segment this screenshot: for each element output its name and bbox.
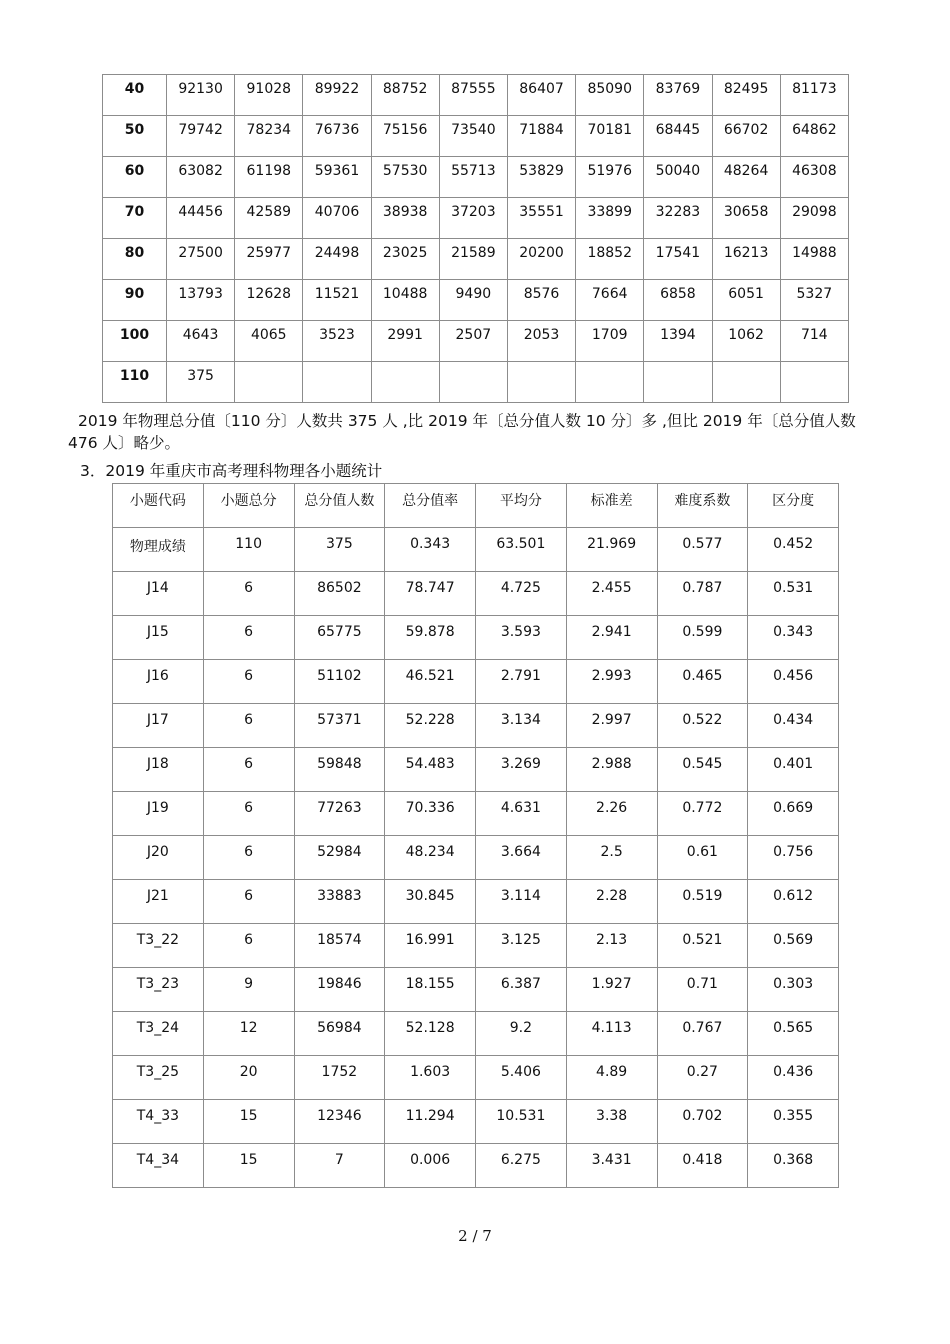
table-cell: 0.767	[657, 1012, 748, 1056]
table-cell: 16.991	[385, 924, 476, 968]
column-header: 难度系数	[657, 484, 748, 528]
table-cell: 57530	[371, 157, 439, 198]
table-cell: 70.336	[385, 792, 476, 836]
table-cell: 65775	[294, 616, 385, 660]
table-row	[113, 792, 839, 836]
table-cell: 3.134	[476, 704, 567, 748]
table-cell: 4065	[235, 321, 303, 362]
table-cell: 0.303	[748, 968, 839, 1012]
table-cell: T3_25	[113, 1056, 204, 1100]
table-cell: 19846	[294, 968, 385, 1012]
table-cell: 6	[203, 660, 294, 704]
table-cell: 0.612	[748, 880, 839, 924]
table-row	[113, 924, 839, 968]
table-cell: 13793	[167, 280, 235, 321]
table-cell: 51976	[576, 157, 644, 198]
table-cell: 59848	[294, 748, 385, 792]
table-cell: 7	[294, 1144, 385, 1188]
table-cell: 6	[203, 836, 294, 880]
column-header: 总分值率	[385, 484, 476, 528]
table-cell: T3_22	[113, 924, 204, 968]
table-cell: 物理成绩	[113, 528, 204, 572]
table-cell: 6	[203, 880, 294, 924]
table-cell: T3_23	[113, 968, 204, 1012]
table-cell: 9	[203, 968, 294, 1012]
table-row	[113, 968, 839, 1012]
table-cell: J16	[113, 660, 204, 704]
table-cell: 30658	[712, 198, 780, 239]
table-cell: 2.28	[566, 880, 657, 924]
table-row	[113, 880, 839, 924]
table-cell: 4.725	[476, 572, 567, 616]
item-statistics-table	[112, 483, 839, 1188]
table-cell: 89922	[303, 75, 371, 116]
table-cell: 15	[203, 1100, 294, 1144]
table-row	[103, 321, 849, 362]
table-cell	[712, 362, 780, 403]
table-cell: 0.531	[748, 572, 839, 616]
table-cell: 33883	[294, 880, 385, 924]
table-cell: 86407	[507, 75, 575, 116]
table-cell: 78.747	[385, 572, 476, 616]
table-cell: 10488	[371, 280, 439, 321]
table-cell: 44456	[167, 198, 235, 239]
table-cell: 12628	[235, 280, 303, 321]
table-cell: 15	[203, 1144, 294, 1188]
table-cell: 18.155	[385, 968, 476, 1012]
table-cell: 29098	[780, 198, 848, 239]
row-label: 100	[103, 321, 167, 362]
table-row	[113, 660, 839, 704]
table-cell: 17541	[644, 239, 712, 280]
table-cell: 1752	[294, 1056, 385, 1100]
table-cell: 0.702	[657, 1100, 748, 1144]
table-cell	[576, 362, 644, 403]
table-cell: J21	[113, 880, 204, 924]
table-row	[103, 362, 849, 403]
table-cell: 5.406	[476, 1056, 567, 1100]
table-cell: 2.997	[566, 704, 657, 748]
table-cell: 91028	[235, 75, 303, 116]
table-cell: 0.343	[385, 528, 476, 572]
table-cell: 714	[780, 321, 848, 362]
table-cell: 2.791	[476, 660, 567, 704]
column-header: 标准差	[566, 484, 657, 528]
row-label: 70	[103, 198, 167, 239]
table-cell	[235, 362, 303, 403]
table-row	[103, 75, 849, 116]
table-cell: 3.269	[476, 748, 567, 792]
column-header: 区分度	[748, 484, 839, 528]
table-cell: 6	[203, 572, 294, 616]
table-row	[113, 572, 839, 616]
table-cell: 82495	[712, 75, 780, 116]
section-title: 3．2019 年重庆市高考理科物理各小题统计	[80, 462, 383, 480]
table-cell: 0.61	[657, 836, 748, 880]
table-cell: 0.368	[748, 1144, 839, 1188]
table-cell: 85090	[576, 75, 644, 116]
table-row	[113, 748, 839, 792]
row-label: 80	[103, 239, 167, 280]
table-cell: 61198	[235, 157, 303, 198]
table-cell: 25977	[235, 239, 303, 280]
table-cell: 0.577	[657, 528, 748, 572]
table-cell: 54.483	[385, 748, 476, 792]
column-header: 平均分	[476, 484, 567, 528]
table-cell: 52.128	[385, 1012, 476, 1056]
table-cell: 0.465	[657, 660, 748, 704]
table-cell: 24498	[303, 239, 371, 280]
table-cell: 0.599	[657, 616, 748, 660]
table-cell: T3_24	[113, 1012, 204, 1056]
table-row	[113, 1012, 839, 1056]
table-cell: 33899	[576, 198, 644, 239]
table-cell: 0.565	[748, 1012, 839, 1056]
table-cell: 2.26	[566, 792, 657, 836]
table-cell: 32283	[644, 198, 712, 239]
table-cell: 375	[167, 362, 235, 403]
table-cell: 2991	[371, 321, 439, 362]
table-cell: 83769	[644, 75, 712, 116]
table-cell: 21589	[439, 239, 507, 280]
table-cell: 0.436	[748, 1056, 839, 1100]
table-cell: 0.519	[657, 880, 748, 924]
table-cell: 18852	[576, 239, 644, 280]
table-cell	[371, 362, 439, 403]
table-cell	[303, 362, 371, 403]
table-cell: 63.501	[476, 528, 567, 572]
table-cell: J18	[113, 748, 204, 792]
table-cell: 1.927	[566, 968, 657, 1012]
table-cell: 3.664	[476, 836, 567, 880]
table-cell: 11521	[303, 280, 371, 321]
table-cell: 48.234	[385, 836, 476, 880]
table-cell: 14988	[780, 239, 848, 280]
table-row	[113, 616, 839, 660]
table-cell: 7664	[576, 280, 644, 321]
row-label: 90	[103, 280, 167, 321]
table-row	[103, 157, 849, 198]
table-cell: 0.418	[657, 1144, 748, 1188]
table-cell: 11.294	[385, 1100, 476, 1144]
table-cell: 35551	[507, 198, 575, 239]
table-cell: 71884	[507, 116, 575, 157]
table-cell: 6858	[644, 280, 712, 321]
table-cell: 0.522	[657, 704, 748, 748]
table-cell: 4643	[167, 321, 235, 362]
table-cell: 0.343	[748, 616, 839, 660]
table-cell: 375	[294, 528, 385, 572]
row-label: 110	[103, 362, 167, 403]
table-cell: 2507	[439, 321, 507, 362]
table-cell	[644, 362, 712, 403]
table-cell: 2.993	[566, 660, 657, 704]
table-row	[113, 1056, 839, 1100]
table-cell: T4_33	[113, 1100, 204, 1144]
table-cell: 79742	[167, 116, 235, 157]
table-cell: 3.593	[476, 616, 567, 660]
table-cell: 46.521	[385, 660, 476, 704]
table-cell: J14	[113, 572, 204, 616]
table-cell: 2053	[507, 321, 575, 362]
table-cell: 110	[203, 528, 294, 572]
table-cell: 3.114	[476, 880, 567, 924]
table-cell: 88752	[371, 75, 439, 116]
table-cell: 78234	[235, 116, 303, 157]
table-cell: J17	[113, 704, 204, 748]
table-row	[113, 1144, 839, 1188]
table-cell: T4_34	[113, 1144, 204, 1188]
table-cell: 55713	[439, 157, 507, 198]
table-cell: J19	[113, 792, 204, 836]
table-cell: 52.228	[385, 704, 476, 748]
column-header: 小题总分	[203, 484, 294, 528]
table-cell: 8576	[507, 280, 575, 321]
table-cell: 70181	[576, 116, 644, 157]
table-cell: 37203	[439, 198, 507, 239]
table-cell: 66702	[712, 116, 780, 157]
table-cell: 3.431	[566, 1144, 657, 1188]
table-row	[103, 239, 849, 280]
table-cell: 86502	[294, 572, 385, 616]
table-cell: 12346	[294, 1100, 385, 1144]
table-cell: 0.756	[748, 836, 839, 880]
table-cell: 48264	[712, 157, 780, 198]
table-cell: J15	[113, 616, 204, 660]
table-cell: 0.569	[748, 924, 839, 968]
table-cell: 50040	[644, 157, 712, 198]
table-row	[103, 198, 849, 239]
table-cell: 57371	[294, 704, 385, 748]
table-row	[113, 528, 839, 572]
table-cell: 87555	[439, 75, 507, 116]
table-cell: 40706	[303, 198, 371, 239]
table-cell: 73540	[439, 116, 507, 157]
table-cell: 42589	[235, 198, 303, 239]
table-row	[113, 704, 839, 748]
table-cell: 1394	[644, 321, 712, 362]
table-row	[113, 836, 839, 880]
row-label: 60	[103, 157, 167, 198]
table-cell: 51102	[294, 660, 385, 704]
table-cell: 0.27	[657, 1056, 748, 1100]
table-cell: 6.387	[476, 968, 567, 1012]
table-cell: 52984	[294, 836, 385, 880]
table-cell: 5327	[780, 280, 848, 321]
column-header: 小题代码	[113, 484, 204, 528]
table-cell: 9.2	[476, 1012, 567, 1056]
table-cell: J20	[113, 836, 204, 880]
table-cell: 20	[203, 1056, 294, 1100]
table-cell: 76736	[303, 116, 371, 157]
table-cell: 81173	[780, 75, 848, 116]
table-cell: 6.275	[476, 1144, 567, 1188]
row-label: 50	[103, 116, 167, 157]
table-cell: 10.531	[476, 1100, 567, 1144]
table-cell: 64862	[780, 116, 848, 157]
table-cell: 0.772	[657, 792, 748, 836]
table-cell: 46308	[780, 157, 848, 198]
table-cell: 4.631	[476, 792, 567, 836]
table-cell: 0.71	[657, 968, 748, 1012]
table-cell: 2.988	[566, 748, 657, 792]
table-cell: 56984	[294, 1012, 385, 1056]
table-cell: 18574	[294, 924, 385, 968]
table-cell: 2.13	[566, 924, 657, 968]
table-cell: 30.845	[385, 880, 476, 924]
table-cell: 21.969	[566, 528, 657, 572]
table-cell: 0.006	[385, 1144, 476, 1188]
table-cell: 6	[203, 704, 294, 748]
table-cell: 1.603	[385, 1056, 476, 1100]
table-cell: 4.113	[566, 1012, 657, 1056]
table-cell: 0.521	[657, 924, 748, 968]
table-cell: 0.355	[748, 1100, 839, 1144]
table-cell: 20200	[507, 239, 575, 280]
page-number: 2 / 7	[458, 1227, 492, 1245]
table-cell: 1062	[712, 321, 780, 362]
table-cell: 0.456	[748, 660, 839, 704]
table-cell: 12	[203, 1012, 294, 1056]
table-cell: 6051	[712, 280, 780, 321]
table-cell: 0.434	[748, 704, 839, 748]
column-header: 总分值人数	[294, 484, 385, 528]
table-row	[103, 116, 849, 157]
table-cell: 3523	[303, 321, 371, 362]
table-cell: 6	[203, 748, 294, 792]
table-cell: 6	[203, 792, 294, 836]
table-cell: 6	[203, 616, 294, 660]
table-cell: 77263	[294, 792, 385, 836]
table-cell	[507, 362, 575, 403]
table-cell: 2.5	[566, 836, 657, 880]
table-cell: 23025	[371, 239, 439, 280]
table-cell	[439, 362, 507, 403]
table-cell	[780, 362, 848, 403]
table-cell: 4.89	[566, 1056, 657, 1100]
table-cell: 0.452	[748, 528, 839, 572]
table-cell: 75156	[371, 116, 439, 157]
table-cell: 3.38	[566, 1100, 657, 1144]
table-cell: 16213	[712, 239, 780, 280]
table-cell: 3.125	[476, 924, 567, 968]
table-cell: 53829	[507, 157, 575, 198]
item-statistics-body	[113, 484, 839, 1188]
table-cell: 2.941	[566, 616, 657, 660]
table-cell: 6	[203, 924, 294, 968]
row-label: 40	[103, 75, 167, 116]
table-cell: 0.401	[748, 748, 839, 792]
table-cell: 59.878	[385, 616, 476, 660]
table-cell: 63082	[167, 157, 235, 198]
table-cell: 0.669	[748, 792, 839, 836]
table-cell: 38938	[371, 198, 439, 239]
table-cell: 0.787	[657, 572, 748, 616]
table-cell: 0.545	[657, 748, 748, 792]
table-header-row	[113, 484, 839, 528]
table-cell: 92130	[167, 75, 235, 116]
score-distribution-body	[103, 75, 849, 403]
table-cell: 59361	[303, 157, 371, 198]
table-cell: 1709	[576, 321, 644, 362]
score-distribution-table	[102, 74, 849, 403]
table-cell: 9490	[439, 280, 507, 321]
summary-paragraph: 2019 年物理总分值〔110 分〕人数共 375 人 ,比 2019 年〔总分值人数 10 分〕多 ,但比 2019 年〔总分值人数 476 人〕略少。	[68, 412, 856, 452]
table-row	[103, 280, 849, 321]
table-cell: 27500	[167, 239, 235, 280]
table-cell: 68445	[644, 116, 712, 157]
table-row	[113, 1100, 839, 1144]
table-cell: 2.455	[566, 572, 657, 616]
